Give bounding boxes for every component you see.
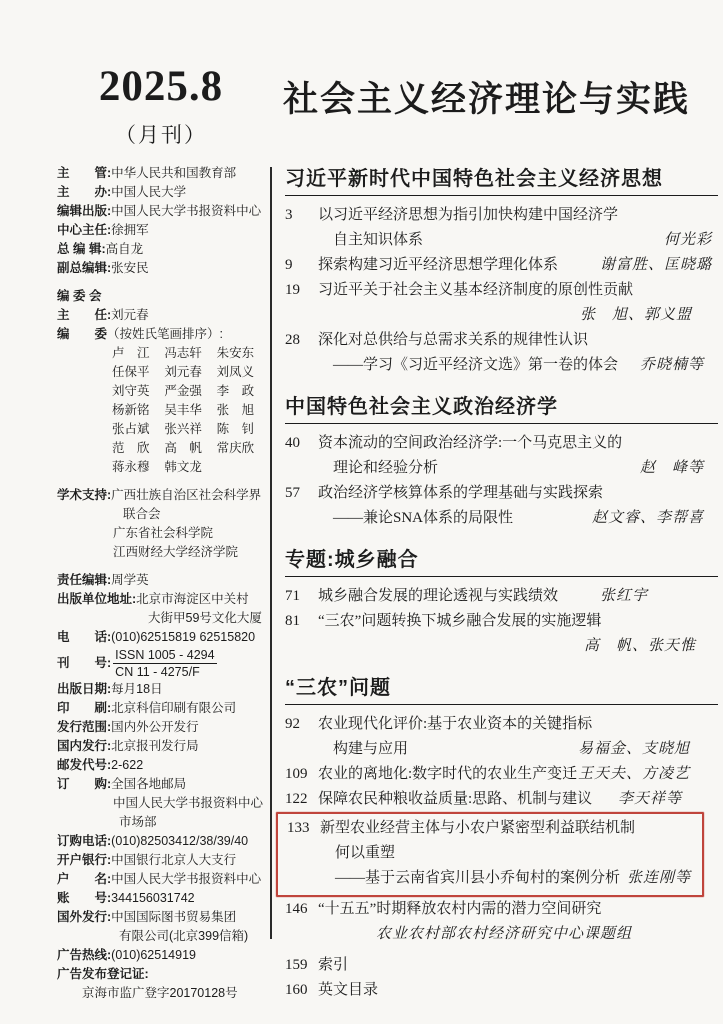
- article-authors: 赵 峰等: [639, 460, 704, 476]
- issn-cn-number: 刊 号: $\frac{\text{ISSN 1005 - 4294}}{CN 11 - 4275/F}$: [57, 648, 215, 679]
- article-title: 城乡融合发展的理论透视与实践绩效: [318, 588, 559, 604]
- toc-item: [285, 431, 718, 481]
- colophon-chief-editor: 总 编 辑:高自龙: [57, 242, 144, 256]
- subscription-cont: 市场部: [119, 815, 157, 829]
- article-authors: 乔晓楠等: [639, 357, 704, 373]
- article-subtitle: ——基于云南省宾川县小乔甸村的案例分析: [335, 870, 621, 886]
- issue-block: [66, 62, 256, 149]
- article-authors: 赵文睿、李帮喜: [591, 510, 704, 526]
- article-authors: 张连刚等: [626, 870, 691, 886]
- account-name: 户 名:中国人民大学书报资料中心: [57, 872, 262, 886]
- article-authors: 谢富胜、匡晓璐: [599, 257, 712, 273]
- toc-section-sannong: [285, 671, 718, 1003]
- article-title: 探索构建习近平经济思想学理化体系: [318, 257, 559, 273]
- postal-code: 邮发代号:2-622: [57, 758, 144, 772]
- article-subtitle: ——学习《习近平经济文选》第一卷的体会: [333, 357, 619, 373]
- issue-number: 2025.8: [98, 63, 224, 110]
- article-title-cont: 自主知识体系: [333, 232, 424, 248]
- colophon-supervisor: 主 管:中华人民共和国教育部: [57, 166, 237, 180]
- colophon-deputy-editor: 副总编辑:张安民: [57, 261, 149, 275]
- article-title: 资本流动的空间政治经济学:一个马克思主义的: [318, 435, 623, 451]
- article-title: 政治经济学核算体系的学理基础与实践探索: [318, 485, 604, 501]
- article-title: 习近平关于社会主义基本经济制度的原创性贡献: [318, 282, 634, 298]
- article-authors: 农业农村部农村经济研究中心课题组: [375, 926, 632, 942]
- page-number: 57: [285, 485, 300, 501]
- toc-item: [285, 253, 718, 278]
- toc-column: [285, 162, 718, 1003]
- toc-item: [285, 953, 718, 978]
- subscription: 订 购:全国各地邮局: [57, 777, 187, 791]
- colophon-column: [57, 164, 269, 1003]
- page-number: 159: [285, 957, 308, 973]
- article-title: “十五五”时期释放农村内需的潜力空间研究: [318, 901, 602, 917]
- order-phone: 订购电话:(010)82503412/38/39/40: [57, 834, 249, 848]
- toc-item: [285, 584, 718, 609]
- ad-certificate-number: 京海市监广登字20170128号: [82, 986, 238, 1000]
- article-authors: 易福金、支晓旭: [577, 741, 690, 757]
- issue-frequency: （月刊）: [115, 123, 207, 147]
- toc-item: [285, 278, 718, 328]
- page-number: 160: [285, 982, 308, 998]
- board-row: 张占斌 张兴祥 陈 钊: [112, 422, 255, 436]
- page-number: 146: [285, 901, 308, 917]
- page-number: 122: [285, 791, 308, 807]
- phone: 电 话:(010)62515819 62515820: [57, 630, 256, 644]
- article-title-cont: 构建与应用: [333, 741, 409, 757]
- index-entry: 索引: [318, 957, 349, 973]
- article-title: 以习近平经济思想为指引加快构建中国经济学: [318, 207, 619, 223]
- highlight-box: [276, 812, 704, 897]
- academic-support-cont: 江西财经大学经济学院: [113, 545, 239, 559]
- page-number: 133: [287, 820, 310, 836]
- overseas-distribution-cont: 有限公司(北京399信箱): [119, 929, 249, 943]
- editorial-board-title: 编 委 会: [57, 289, 102, 303]
- board-row: 卢 江 冯志轩 朱安东: [112, 346, 255, 360]
- toc-item: [285, 897, 718, 947]
- page-number: 19: [285, 282, 300, 298]
- domestic-distribution: 国内发行:北京报刊发行局: [57, 739, 199, 753]
- toc-item: [285, 203, 718, 253]
- academic-support-cont: 联合会: [123, 507, 161, 521]
- board-row: 刘守英 严金强 李 政: [112, 384, 255, 398]
- printer: 印 刷:北京科信印刷有限公司: [57, 701, 237, 715]
- toc-item: [285, 481, 718, 531]
- article-authors: 王天夫、方凌艺: [577, 766, 690, 782]
- article-title: 农业现代化评价:基于农业资本的关键指标: [318, 716, 593, 732]
- toc-item: [285, 712, 718, 762]
- journal-title: 社会主义经济理论与实践: [283, 80, 691, 119]
- subscription-cont: 中国人民大学书报资料中心: [113, 796, 264, 810]
- toc-item: [285, 762, 718, 787]
- column-divider: [270, 167, 272, 939]
- article-authors: 李天祥等: [617, 791, 682, 807]
- toc-section-urban-rural: [285, 543, 718, 659]
- page-number: 81: [285, 613, 300, 629]
- article-title: 深化对总供给与总需求关系的规律性认识: [318, 332, 589, 348]
- colophon-sponsor: 主 办:中国人民大学: [57, 185, 187, 199]
- board-row: 范 欣 高 帆 常庆欣: [112, 441, 255, 455]
- article-title-cont: 何以重塑: [335, 845, 396, 861]
- article-authors: 张红宇: [599, 588, 648, 604]
- section-heading: 中国特色社会主义政治经济学: [285, 390, 718, 424]
- toc-item: [285, 328, 718, 378]
- page-number: 40: [285, 435, 300, 451]
- page-number: 92: [285, 716, 300, 732]
- managing-editor: 责任编辑:周学英: [57, 573, 149, 587]
- colophon-center-director: 中心主任:徐拥军: [57, 223, 149, 237]
- board-chair: 主 任:刘元春: [57, 308, 149, 322]
- academic-support-cont: 广东省社会科学院: [113, 526, 214, 540]
- ad-certificate-label: 广告发布登记证:: [57, 967, 149, 981]
- ad-hotline: 广告热线:(010)62514919: [57, 948, 196, 962]
- academic-support: 学术支持:广西壮族自治区社会科学界: [57, 488, 262, 502]
- board-row: 杨新铭 吴丰华 张 旭: [112, 403, 255, 417]
- toc-item: [285, 609, 718, 659]
- page-number: 28: [285, 332, 300, 348]
- article-authors: 高 帆、张天惟: [583, 638, 696, 654]
- overseas-distribution: 国外发行:中国国际图书贸易集团: [57, 910, 237, 924]
- page-number: 9: [285, 257, 293, 273]
- section-heading: 习近平新时代中国特色社会主义经济思想: [285, 162, 718, 196]
- english-contents-entry: 英文目录: [318, 982, 379, 998]
- publisher-address-cont: 大街甲59号文化大厦: [148, 611, 262, 625]
- article-authors: 何光彩: [663, 232, 712, 248]
- article-title-cont: 理论和经验分析: [333, 460, 439, 476]
- article-subtitle: ——兼论SNA体系的局限性: [333, 510, 514, 526]
- bank: 开户银行:中国银行北京人大支行: [57, 853, 237, 867]
- toc-section-political-economy: [285, 390, 718, 531]
- toc-section-xi-thought: [285, 162, 718, 378]
- toc-item: [285, 787, 718, 812]
- distribution-scope: 发行范围:国内外公开发行: [57, 720, 199, 734]
- article-title: 农业的离地化:数字时代的农业生产变迁: [318, 766, 578, 782]
- page-number: 71: [285, 588, 300, 604]
- section-heading: 专题:城乡融合: [285, 543, 718, 577]
- account-number: 账 号:344156031742: [57, 891, 195, 905]
- toc-item-highlighted: [287, 816, 697, 891]
- board-row: 蒋永穆 韩文龙: [112, 460, 202, 474]
- board-row: 任保平 刘元春 刘凤义: [112, 365, 255, 379]
- colophon-publisher: 编辑出版:中国人民大学书报资料中心: [57, 204, 262, 218]
- article-title: “三农”问题转换下城乡融合发展的实施逻辑: [318, 613, 602, 629]
- section-heading: “三农”问题: [285, 671, 718, 705]
- page-number: 109: [285, 766, 308, 782]
- article-authors: 张 旭、郭义盟: [579, 307, 692, 323]
- article-title: 保障农民种粮收益质量:思路、机制与建议: [318, 791, 593, 807]
- toc-item: [285, 978, 718, 1003]
- publication-date: 出版日期:每月18日: [57, 682, 163, 696]
- article-title: 新型农业经营主体与小农户紧密型利益联结机制: [320, 820, 636, 836]
- board-members-grid: [112, 344, 269, 477]
- board-members-label: 编 委（按姓氏笔画排序）:: [57, 327, 223, 341]
- page-number: 3: [285, 207, 293, 223]
- issn-fraction: $\frac{\text{ISSN 1005 - 4294}}{CN 11 - 4275/F}$: [115, 648, 215, 679]
- publisher-address: 出版单位地址:北京市海淀区中关村: [57, 592, 249, 606]
